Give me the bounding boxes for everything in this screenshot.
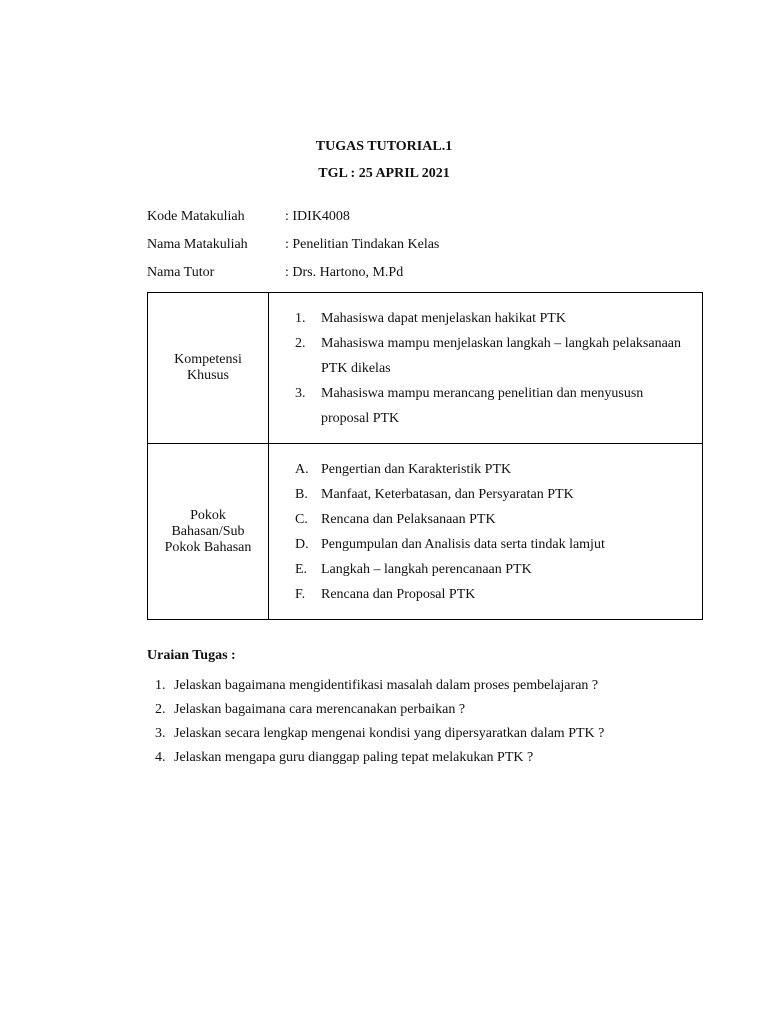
document-date: TGL : 25 APRIL 2021	[318, 166, 450, 181]
pokok-bahasan-list	[269, 457, 702, 607]
task-marker: 1.	[155, 678, 166, 693]
task-text: Jelaskan bagaimana cara merencanakan perbaikan ?	[174, 702, 466, 717]
list-marker: E.	[295, 561, 308, 577]
list-marker: A.	[295, 461, 309, 477]
list-item	[269, 457, 702, 482]
info-label: Nama Tutor	[147, 265, 215, 280]
tasks-heading: Uraian Tugas :	[147, 648, 236, 663]
list-item	[269, 582, 702, 607]
list-item-text: Pengertian dan Karakteristik PTK	[321, 461, 512, 477]
task-text: Jelaskan mengapa guru dianggap paling tepat melakukan PTK ?	[174, 750, 534, 765]
table-row-pokok-bahasan	[148, 444, 703, 620]
list-item-text: Rencana dan Pelaksanaan PTK	[321, 511, 496, 527]
task-item	[147, 746, 604, 770]
list-item	[269, 557, 702, 582]
task-marker: 3.	[155, 726, 166, 741]
info-value: : IDIK4008	[285, 209, 350, 224]
pokok-bahasan-label: Pokok Bahasan/Sub Pokok Bahasan	[164, 507, 252, 555]
info-label: Nama Matakuliah	[147, 237, 248, 252]
list-marker: 3.	[295, 385, 306, 401]
document-title: TUGAS TUTORIAL.1	[315, 139, 453, 154]
list-item-text: Rencana dan Proposal PTK	[321, 586, 476, 602]
list-item	[269, 482, 702, 507]
kompetensi-list	[269, 306, 702, 431]
list-item	[269, 532, 702, 557]
list-item	[269, 306, 702, 331]
list-item	[269, 381, 702, 431]
list-marker: 2.	[295, 335, 306, 351]
kompetensi-label-cell	[148, 293, 269, 444]
pokok-bahasan-label-cell	[148, 444, 269, 620]
list-item	[269, 331, 702, 381]
list-marker: B.	[295, 486, 308, 502]
kompetensi-label: Kompetensi Khusus	[174, 352, 242, 383]
course-table	[147, 292, 703, 620]
task-item	[147, 698, 604, 722]
task-item	[147, 674, 604, 698]
list-item-text: Mahasiswa mampu menjelaskan langkah – langkah pelaksanaan PTK dikelas	[321, 335, 681, 376]
info-value: : Penelitian Tindakan Kelas	[285, 237, 440, 252]
task-marker: 4.	[155, 750, 166, 765]
list-item-text: Mahasiswa mampu merancang penelitian dan menyususn proposal PTK	[321, 385, 644, 426]
list-marker: F.	[295, 586, 306, 602]
list-marker: D.	[295, 536, 309, 552]
table-row-kompetensi	[148, 293, 703, 444]
task-item	[147, 722, 604, 746]
list-item	[269, 507, 702, 532]
task-marker: 2.	[155, 702, 166, 717]
list-item-text: Manfaat, Keterbatasan, dan Persyaratan PTK	[321, 486, 574, 502]
list-item-text: Langkah – langkah perencanaan PTK	[321, 561, 532, 577]
tasks-list	[147, 674, 604, 770]
list-item-text: Pengumpulan dan Analisis data serta tindak lamjut	[321, 536, 605, 552]
info-value: : Drs. Hartono, M.Pd	[285, 265, 404, 280]
pokok-bahasan-content-cell	[269, 444, 703, 620]
task-text: Jelaskan bagaimana mengidentifikasi masalah dalam proses pembelajaran ?	[174, 678, 599, 693]
info-label: Kode Matakuliah	[147, 209, 245, 224]
list-marker: 1.	[295, 310, 306, 326]
list-item-text: Mahasiswa dapat menjelaskan hakikat PTK	[321, 310, 566, 326]
task-text: Jelaskan secara lengkap mengenai kondisi yang dipersyaratkan dalam PTK ?	[174, 726, 605, 741]
kompetensi-content-cell	[269, 293, 703, 444]
list-marker: C.	[295, 511, 308, 527]
